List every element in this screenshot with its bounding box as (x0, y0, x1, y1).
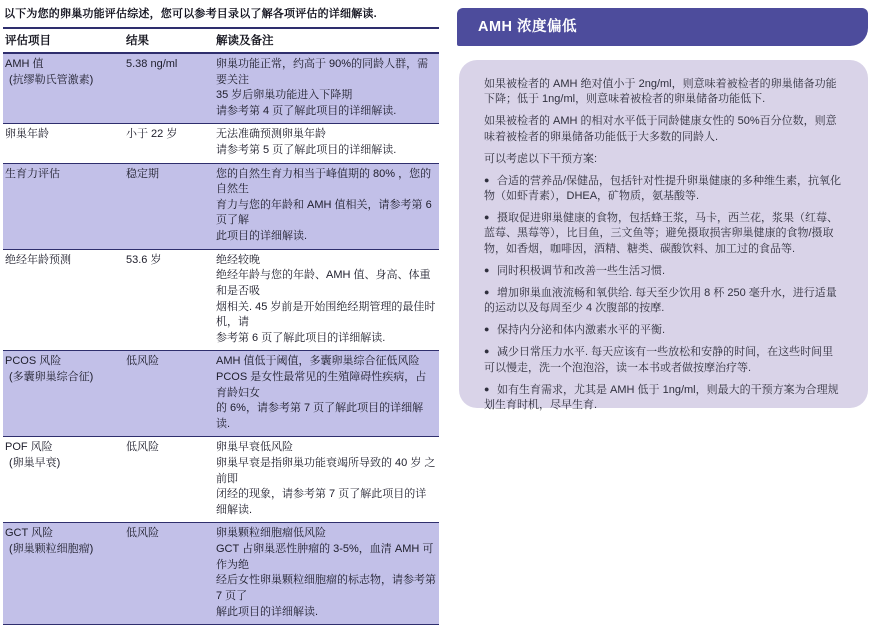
remark-line: AMH 值低于阈值，多囊卵巢综合征低风险 (216, 355, 420, 368)
panel-bullet-item (484, 264, 842, 279)
amh-interpretation-section (457, 0, 869, 411)
panel-bullet-item (484, 211, 842, 257)
remark-line: 35 岁后卵巢功能进入下降期 (216, 89, 353, 102)
bullet-icon: ● (484, 324, 490, 335)
remark-cell (214, 351, 439, 437)
remark-line: PCOS 是女性最常见的生殖障碍性疾病，占育龄妇女 (216, 370, 427, 399)
remark-cell (214, 249, 439, 351)
remark-line: 卵巢功能正常，约高于 90%的同龄人群，需要关注 (216, 58, 429, 86)
remark-line: 闭经的现象，请参考第 7 页了解此项目的详细解读. (216, 488, 427, 516)
item-subname: (卵巢颗粒细胞瘤) (9, 543, 94, 556)
assessment-table (3, 27, 439, 625)
item-name: PCOS 风险 (5, 355, 62, 368)
table-row-gct-risk (3, 523, 439, 625)
panel-paragraph: 可以考虑以下干预方案: (484, 152, 598, 165)
bullet-text: 同时积极调节和改善一些生活习惯. (497, 264, 666, 277)
table-header-row (3, 28, 439, 53)
bullet-text: 减少日常压力水平. 每天应该有一些放松和安静的时间，在这些时间里可以慢走，洗一个泡泡浴，读一本书或者做按摩治疗等. (484, 346, 834, 374)
remark-line: 您的自然生育力相当于峰值期的 80% ，您的自然生 (216, 167, 432, 196)
result-cell: 稳定期 (124, 163, 214, 249)
item-cell (3, 53, 124, 124)
bullet-icon: ● (484, 212, 490, 223)
remark-line: 请参考第 5 页了解此项目的详细解读. (216, 144, 397, 157)
result-cell: 低风险 (124, 351, 214, 437)
bullet-icon: ● (484, 264, 490, 275)
table-row-pof-risk (3, 437, 439, 523)
bullet-text: 如有生育需求，尤其是 AMH 低于 1ng/ml，则最大的干预方案为合理规划生育时机，尽早生育. (484, 383, 839, 411)
item-subname: (抗缪勒氏管激素) (9, 73, 94, 86)
item-cell (3, 163, 124, 249)
result-cell: 5.38 ng/ml (124, 53, 214, 124)
remark-line: 育力与您的年龄和 AMH 值相关，请参考第 6 页了解 (216, 198, 432, 227)
item-subname: (多囊卵巢综合征) (9, 370, 94, 383)
item-name: POF 风险 (5, 441, 53, 454)
bullet-icon: ● (484, 346, 490, 357)
item-name: AMH 值 (5, 58, 44, 70)
remark-line: 此项目的详细解读. (216, 230, 308, 243)
remark-cell (214, 124, 439, 163)
remark-line: 绝经年龄与您的年龄、AMH 值、身高、体重和是否吸 (216, 269, 431, 297)
remark-line: 无法准确预测卵巢年龄 (216, 128, 326, 141)
intro-text: 以下为您的卵巢功能评估综述，您可以参考目录以了解各项评估的详细解读. (4, 8, 377, 20)
result-cell: 53.6 岁 (124, 249, 214, 351)
bullet-text: 增加卵巢血液流畅和氧供给. 每天至少饮用 8 杯 250 毫升水，进行适量的运动以及每周至少 4 次腹部的按摩. (484, 286, 837, 315)
table-row-fertility (3, 163, 439, 249)
header-result: 结果 (124, 28, 214, 53)
item-cell (3, 437, 124, 523)
table-row-pcos-risk (3, 351, 439, 437)
remark-line: GCT 占卵巢恶性肿瘤的 3-5%，血清 AMH 可作为绝 (216, 543, 434, 571)
bullet-text: 摄取促进卵巢健康的食物，包括蜂王浆，马卡，西兰花，浆果（红莓、蓝莓、黑莓等），比目鱼，三文鱼等；避免摄取损害卵巢健康的食物/摄取物，如香烟，咖啡因，酒精、糖类、碳酸饮料、加工过的食品等. (484, 212, 838, 255)
panel-bullet-item (484, 286, 842, 316)
remark-line: 卵巢早衰低风险 (216, 441, 293, 454)
item-cell (3, 523, 124, 625)
item-cell (3, 351, 124, 437)
item-name: GCT 风险 (5, 527, 54, 540)
result-cell: 小于 22 岁 (124, 124, 214, 163)
remark-cell (214, 163, 439, 249)
panel-title: AMH 浓度偏低 (457, 8, 868, 46)
item-name: 卵巢年龄 (5, 128, 49, 141)
remark-line: 解此项目的详细解读. (216, 605, 319, 618)
bullet-text: 合适的营养品/保健品，包括针对性提升卵巢健康的多种维生素，抗氧化物（如虾青素），DHEA，矿物质，氨基酸等. (484, 174, 842, 203)
item-name: 生育力评估 (5, 167, 60, 180)
remark-cell (214, 437, 439, 523)
panel-body (459, 60, 868, 411)
remark-line: 绝经较晚 (216, 253, 260, 266)
panel-bullet-item (484, 345, 842, 375)
item-subname: (卵巢早衰) (9, 457, 61, 470)
remark-cell (214, 53, 439, 124)
bullet-icon: ● (484, 286, 490, 297)
item-cell (3, 124, 124, 163)
remark-line: 的 6%，请参考第 7 页了解此项目的详细解读. (216, 402, 424, 430)
bullet-icon: ● (484, 383, 490, 394)
panel-bullet-item (484, 323, 842, 338)
remark-line: 卵巢颗粒细胞瘤低风险 (216, 527, 326, 540)
result-cell: 低风险 (124, 523, 214, 625)
item-cell (3, 249, 124, 351)
remark-line: 卵巢早衰是指卵巢功能衰竭所导致的 40 岁 之前即 (216, 457, 436, 485)
bullet-icon: ● (484, 174, 490, 185)
result-cell: 低风险 (124, 437, 214, 523)
table-row-ovarian-age (3, 124, 439, 163)
header-remark: 解读及备注 (214, 28, 439, 53)
panel-bullet-item (484, 383, 842, 413)
panel-bullet-item (484, 174, 842, 204)
bullet-text: 保持内分泌和体内激素水平的平衡. (497, 324, 666, 337)
panel-paragraph: 如果被检者的 AMH 绝对值小于 2ng/ml，则意味着被检者的卵巢储备功能下降；低于 1ng/ml，则意味着被检者的卵巢储备功能低下. (484, 78, 837, 106)
remark-line: 经后女性卵巢颗粒细胞瘤的标志物，请参考第 7 页了 (216, 574, 436, 602)
remark-line: 请参考第 4 页了解此项目的详细解读. (216, 104, 397, 117)
table-row-amh-value (3, 53, 439, 124)
header-item: 评估项目 (3, 28, 124, 53)
panel-paragraph: 如果被检者的 AMH 的相对水平低于同龄健康女性的 50%百分位数，则意味着被检者的卵巢储备功能低于大多数的同龄人. (484, 115, 837, 143)
remark-line: 烟相关. 45 岁前是开始围绝经期管理的最佳时机，请 (216, 300, 436, 329)
table-row-menopause-age (3, 249, 439, 351)
item-name: 绝经年龄预测 (5, 253, 71, 266)
remark-line: 参考第 6 页了解此项目的详细解读. (216, 331, 386, 344)
remark-cell (214, 523, 439, 625)
